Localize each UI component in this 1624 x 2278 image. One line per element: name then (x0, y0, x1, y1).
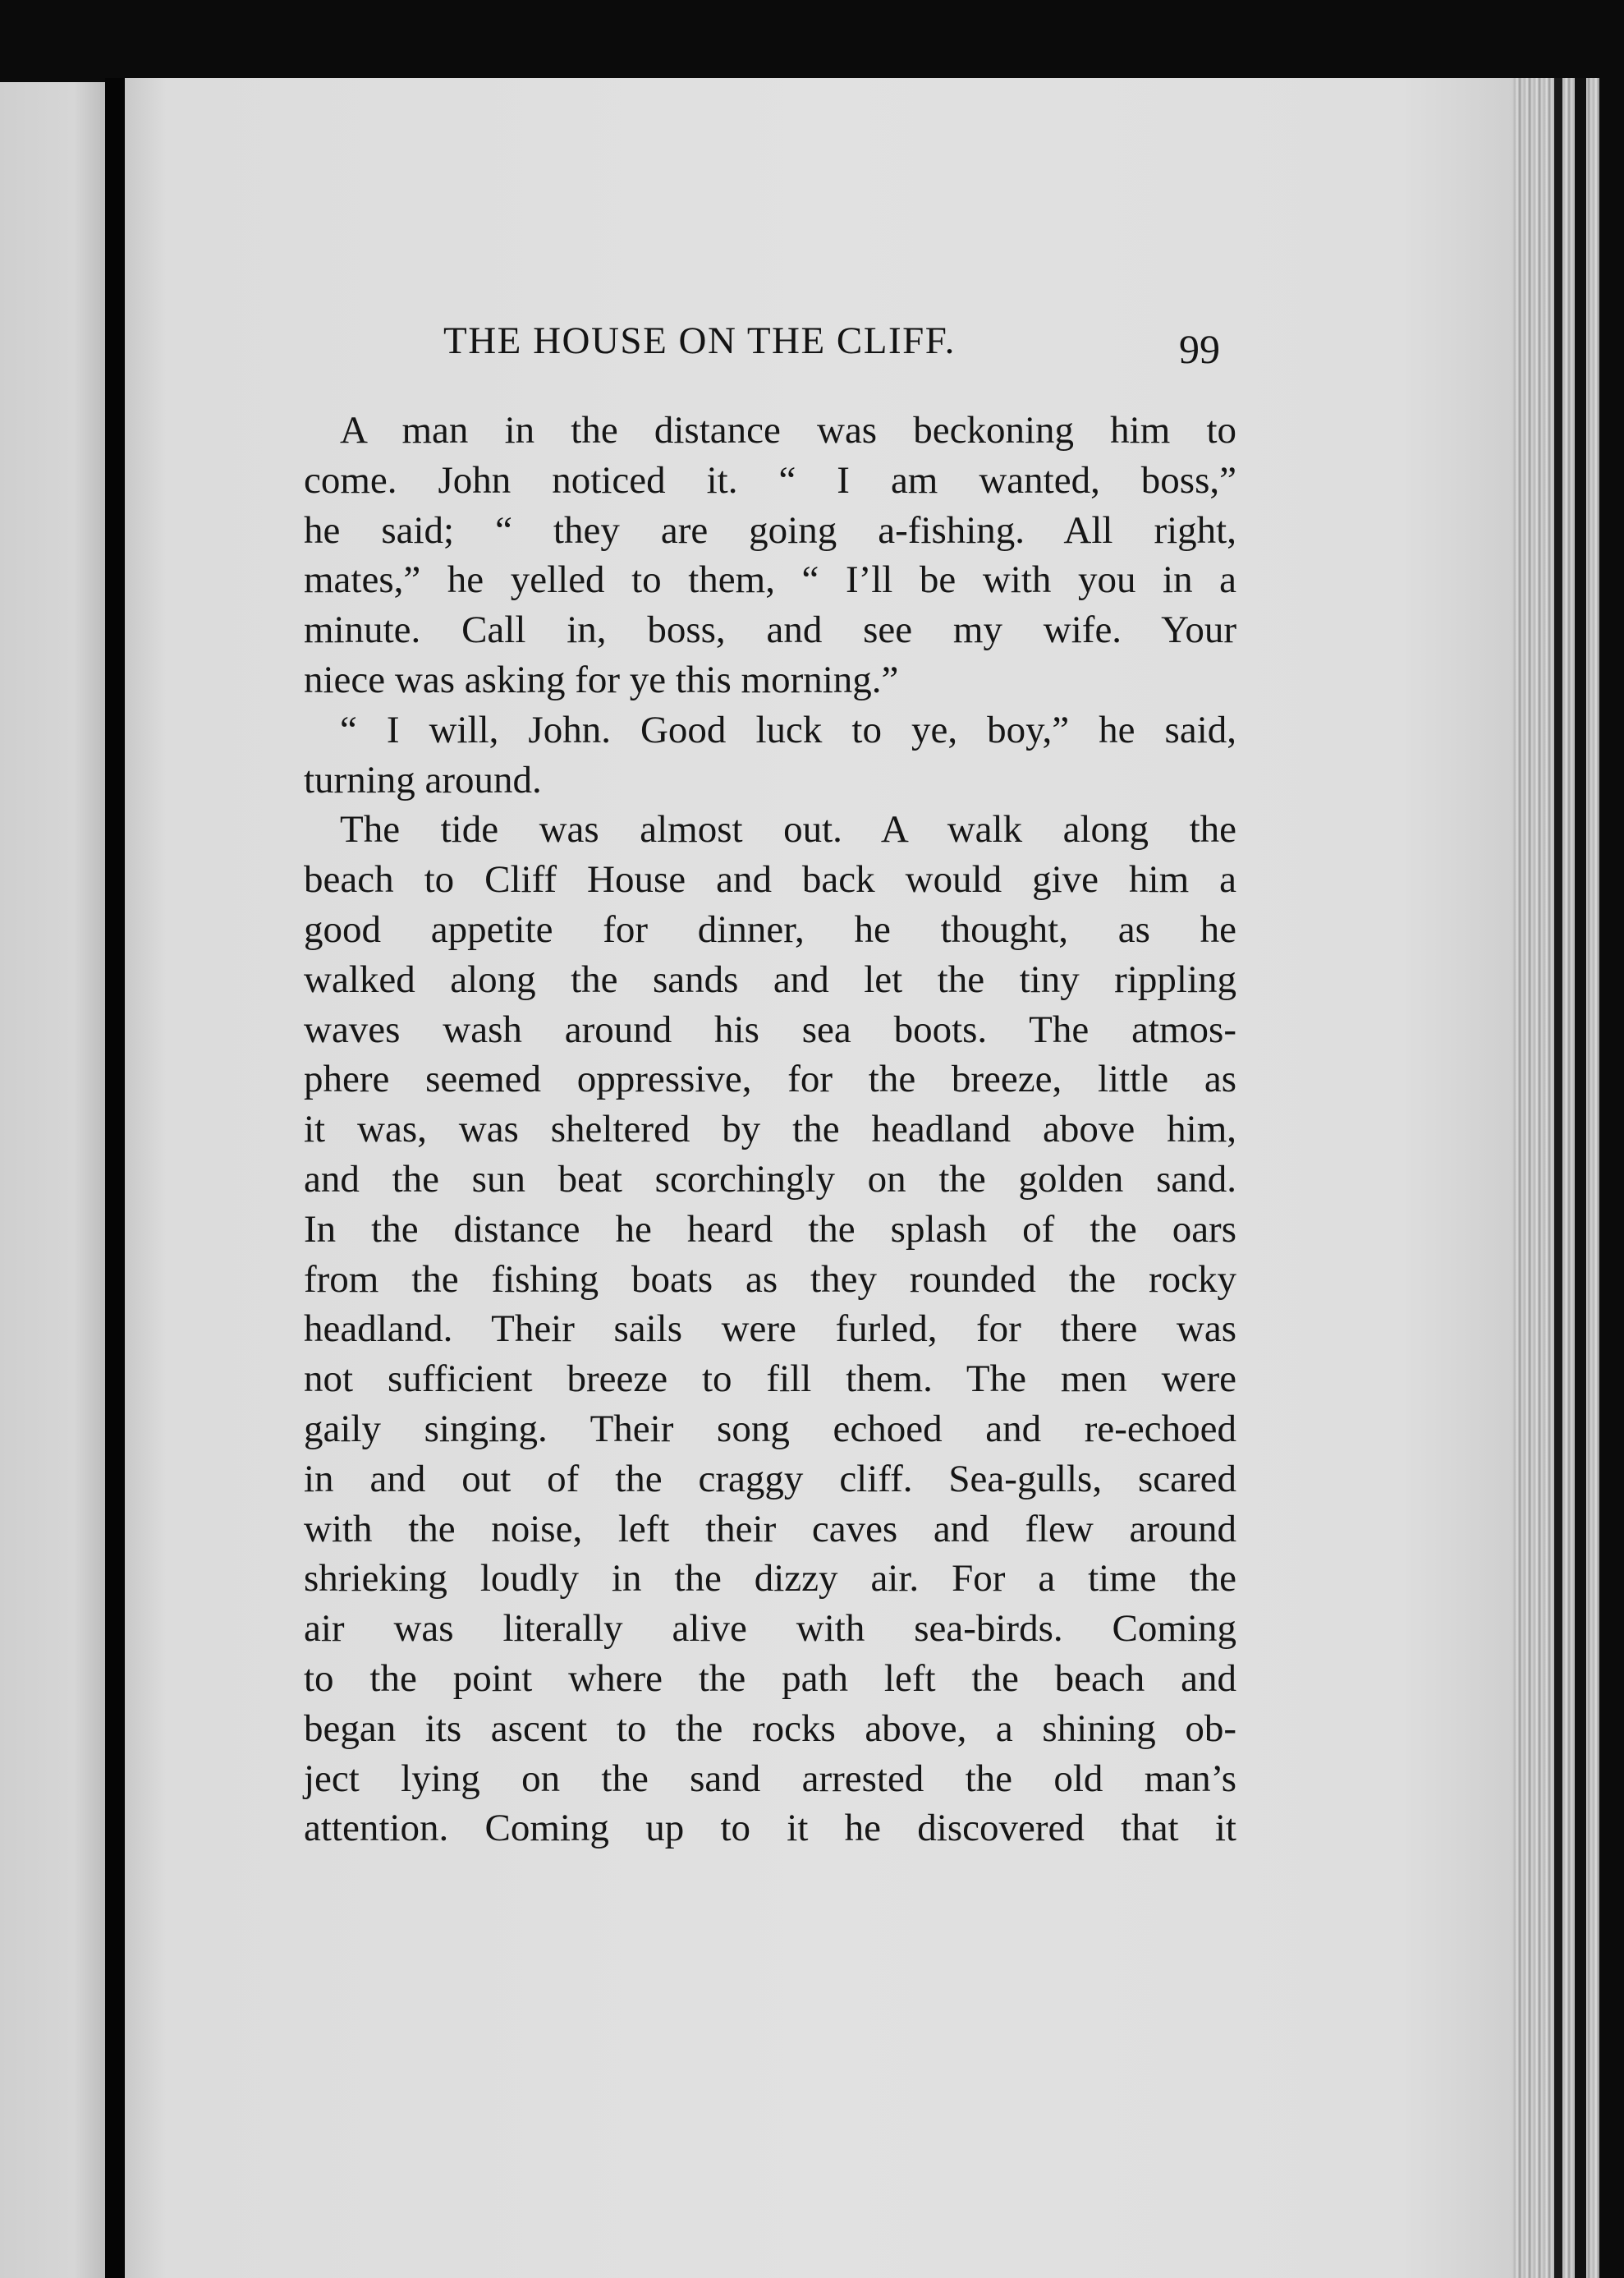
text-line: in and out of the craggy cliff. Sea-gulls, scared (304, 1457, 1236, 1500)
text-line: not sufficient breeze to fill them. The men were (304, 1357, 1236, 1401)
text-line: from the fishing boats as they rounded the rocky (304, 1257, 1236, 1301)
page-edge-shadow (1554, 78, 1562, 2278)
text-line: A man in the distance was beckoning him to (340, 409, 1236, 452)
text-line: beach to Cliff House and back would give him a (304, 858, 1236, 902)
text-line: “ I will, John. Good luck to ye, boy,” he said, (340, 708, 1236, 751)
text-line: waves wash around his sea boots. The atmos- (304, 1008, 1236, 1051)
text-line: he said; “ they are going a-fishing. All right, (304, 508, 1236, 552)
text-line: began its ascent to the rocks above, a shining ob- (304, 1706, 1236, 1750)
body-text (304, 406, 1236, 1853)
text-line: mates,” he yelled to them, “ I’ll be with you in a (304, 558, 1236, 602)
text-line: and the sun beat scorchingly on the golden sand. (304, 1157, 1236, 1201)
page-edge-shadow (1575, 78, 1586, 2278)
text-line: shrieking loudly in the dizzy air. For a time the (304, 1557, 1236, 1601)
text-line: to the point where the path left the beach and (304, 1656, 1236, 1700)
text-line: The tide was almost out. A walk along the (340, 808, 1236, 852)
page-number: 99 (1179, 326, 1220, 372)
text-line: with the noise, left their caves and flew around (304, 1507, 1236, 1550)
text-line: attention. Coming up to it he discovered that it (304, 1807, 1236, 1850)
previous-page-edge (0, 82, 105, 2278)
text-line: it was, was sheltered by the headland above him, (304, 1108, 1236, 1151)
text-line: air was literally alive with sea-birds. Coming (304, 1607, 1236, 1651)
running-head: THE HOUSE ON THE CLIFF. (443, 319, 956, 362)
scan-border (1599, 78, 1624, 2278)
text-line: phere seemed oppressive, for the breeze, little as (304, 1058, 1236, 1101)
text-line: good appetite for dinner, he thought, as he (304, 907, 1236, 951)
book-gutter (105, 78, 125, 2278)
text-line: turning around. (304, 758, 542, 801)
text-line: come. John noticed it. “ I am wanted, boss,” (304, 458, 1236, 502)
text-line: minute. Call in, boss, and see my wife. Your (304, 609, 1236, 652)
text-line: gaily singing. Their song echoed and re-echoed (304, 1407, 1236, 1450)
text-line: In the distance he heard the splash of the oars (304, 1207, 1236, 1251)
text-line: walked along the sands and let the tiny rippling (304, 958, 1236, 1001)
text-line: headland. Their sails were furled, for there was (304, 1307, 1236, 1351)
text-line: ject lying on the sand arrested the old man’s (304, 1757, 1236, 1800)
text-line: niece was asking for ye this morning.” (304, 658, 899, 701)
